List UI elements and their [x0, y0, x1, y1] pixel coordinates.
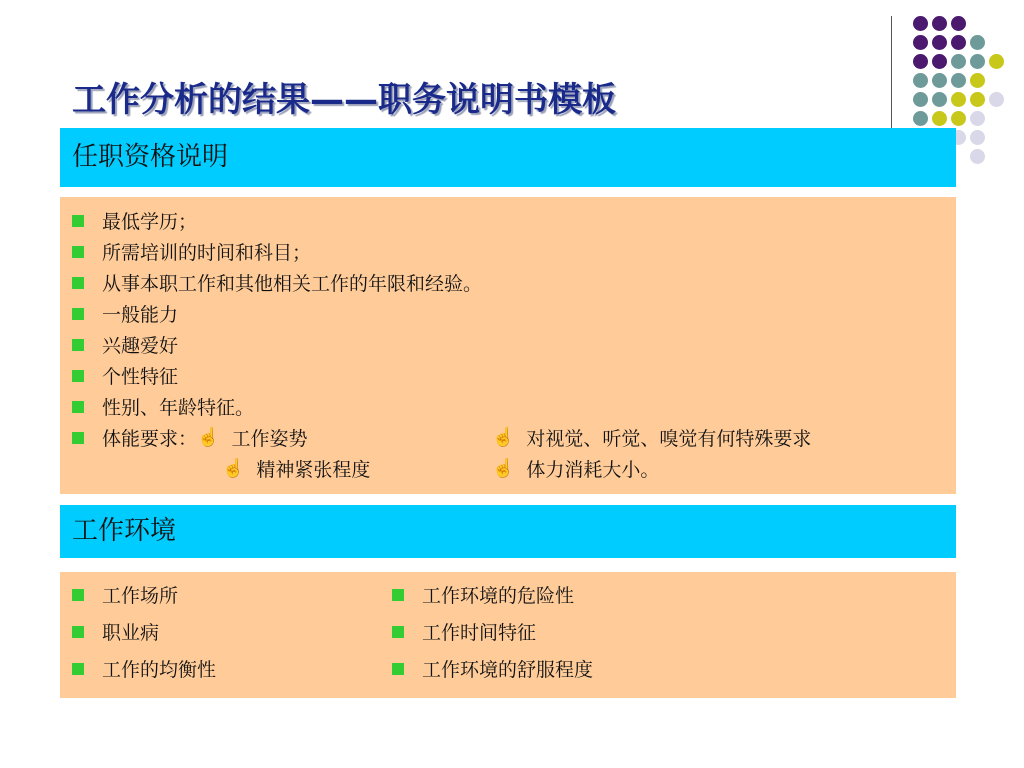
environment-header — [60, 505, 956, 558]
pointing-hand-icon: ☝ — [492, 458, 515, 479]
environment-right-column — [392, 576, 593, 687]
list-item — [72, 329, 944, 360]
dot-icon — [989, 92, 1004, 107]
green-square-bullet-icon — [72, 370, 84, 382]
dot-icon — [913, 16, 928, 31]
green-square-bullet-icon — [72, 432, 84, 444]
list-item-text: 工作环境的危险性 — [422, 585, 575, 607]
list-item — [72, 267, 944, 298]
list-item — [392, 576, 593, 613]
list-item — [72, 613, 216, 650]
list-item — [72, 650, 216, 687]
green-square-bullet-icon — [72, 401, 84, 413]
list-item — [72, 360, 944, 391]
green-square-bullet-icon — [72, 308, 84, 320]
pointing-hand-icon: ☝ — [492, 427, 515, 448]
green-square-bullet-icon — [72, 589, 84, 601]
dot-icon — [951, 111, 966, 126]
dot-icon — [951, 92, 966, 107]
list-item — [72, 205, 944, 236]
list-item — [72, 576, 216, 613]
environment-left-column — [72, 576, 216, 687]
dot-icon — [913, 92, 928, 107]
dot-icon — [913, 111, 928, 126]
dot-icon — [932, 73, 947, 88]
list-item — [72, 298, 944, 329]
dot-icon — [970, 54, 985, 69]
physical-requirements — [72, 422, 944, 484]
physical-label: 体能要求： — [102, 428, 198, 450]
qualification-header — [60, 128, 956, 187]
dot-icon — [932, 54, 947, 69]
physical-sub-item: 精神紧张程度 — [256, 459, 371, 481]
list-item-text: 工作环境的舒服程度 — [422, 659, 594, 681]
qualification-header-label: 任职资格说明 — [72, 142, 229, 172]
dot-icon — [970, 111, 985, 126]
list-item — [392, 650, 593, 687]
environment-columns — [72, 576, 944, 694]
dot-icon — [970, 149, 985, 164]
pointing-hand-icon: ☝ — [222, 458, 245, 479]
physical-row-2 — [222, 453, 370, 484]
physical-sub-item: 工作姿势 — [231, 428, 308, 450]
dot-icon — [913, 54, 928, 69]
list-item — [392, 613, 593, 650]
list-item-text: 工作场所 — [102, 585, 179, 607]
physical-sub-item: 体力消耗大小。 — [526, 459, 660, 481]
green-square-bullet-icon — [392, 663, 404, 675]
green-square-bullet-icon — [392, 626, 404, 638]
list-item-text: 兴趣爱好 — [102, 335, 179, 357]
list-item-text: 工作的均衡性 — [102, 659, 217, 681]
dot-icon — [989, 54, 1004, 69]
list-item-text: 职业病 — [102, 622, 160, 644]
list-item — [72, 236, 944, 267]
physical-row-2-right — [492, 453, 659, 484]
green-square-bullet-icon — [72, 339, 84, 351]
dot-icon — [913, 35, 928, 50]
decorative-divider — [891, 16, 892, 128]
environment-header-label: 工作环境 — [72, 516, 177, 546]
physical-sub-item: 对视觉、听觉、嗅觉有何特殊要求 — [526, 428, 812, 450]
list-item-text: 工作时间特征 — [422, 622, 537, 644]
dot-icon — [970, 130, 985, 145]
green-square-bullet-icon — [72, 246, 84, 258]
slide-title: 工作分析的结果——职务说明书模板 — [72, 80, 616, 120]
list-item-text: 性别、年龄特征。 — [102, 397, 255, 419]
green-square-bullet-icon — [72, 663, 84, 675]
physical-row-1-right — [492, 422, 811, 453]
pointing-hand-icon: ☝ — [197, 427, 220, 448]
green-square-bullet-icon — [72, 626, 84, 638]
list-item — [72, 391, 944, 422]
dot-icon — [913, 73, 928, 88]
list-item-text: 所需培训的时间和科目； — [102, 242, 312, 264]
list-item-text: 最低学历； — [102, 211, 198, 233]
dot-icon — [970, 92, 985, 107]
dot-icon — [951, 16, 966, 31]
physical-row-1 — [72, 422, 307, 453]
dot-icon — [932, 92, 947, 107]
dot-icon — [970, 73, 985, 88]
dot-icon — [932, 111, 947, 126]
green-square-bullet-icon — [72, 215, 84, 227]
dot-icon — [951, 35, 966, 50]
dot-icon — [932, 16, 947, 31]
environment-box — [60, 572, 956, 698]
list-item-text: 个性特征 — [102, 366, 179, 388]
green-square-bullet-icon — [72, 277, 84, 289]
list-item-text: 从事本职工作和其他相关工作的年限和经验。 — [102, 273, 483, 295]
dot-icon — [932, 35, 947, 50]
dot-icon — [951, 73, 966, 88]
green-square-bullet-icon — [392, 589, 404, 601]
list-item-text: 一般能力 — [102, 304, 179, 326]
dot-icon — [970, 35, 985, 50]
qualification-box — [60, 197, 956, 494]
dot-icon — [951, 54, 966, 69]
